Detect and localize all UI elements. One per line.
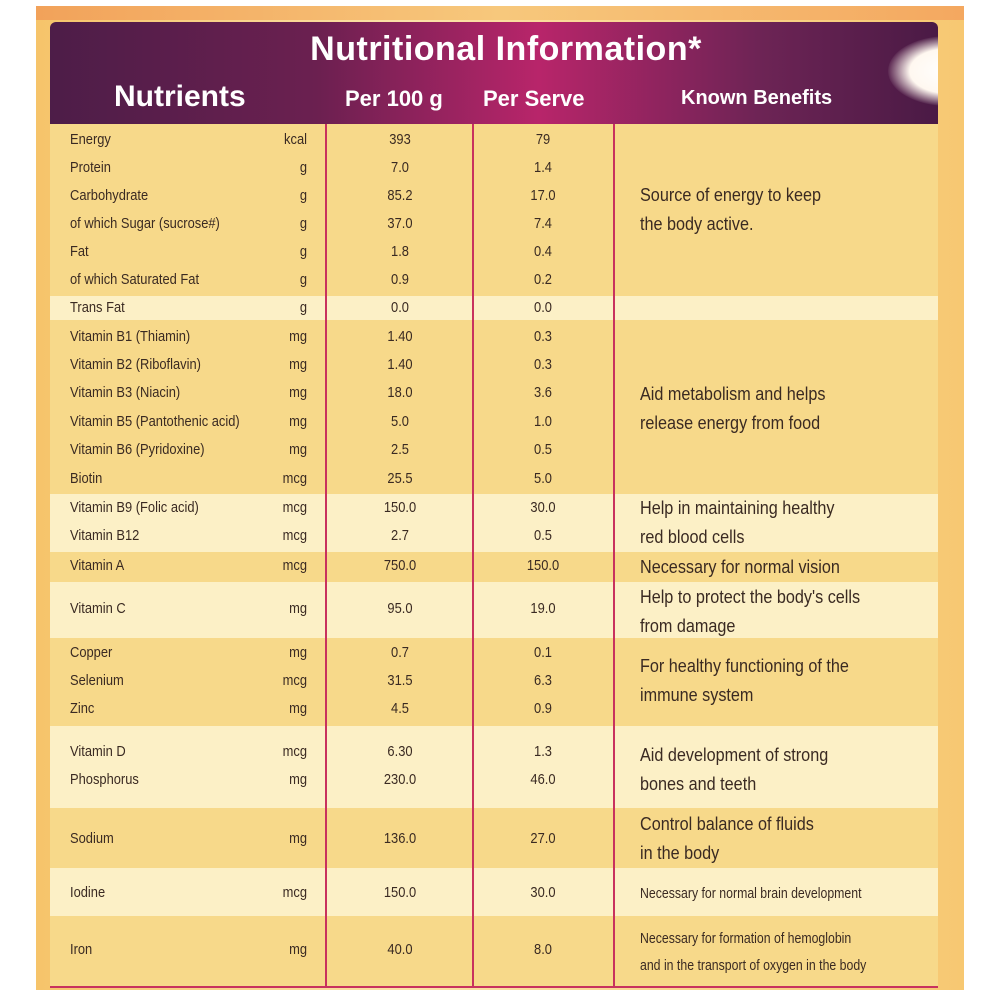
value-per-100g: 150.0 <box>383 499 417 516</box>
known-benefit-text: Help to protect the body's cells <box>640 587 861 607</box>
value-per-serve: 27.0 <box>530 830 556 847</box>
nutrient-unit: mg <box>289 384 307 401</box>
value-per-100g: 393 <box>389 131 411 148</box>
value-per-100g: 0.9 <box>391 271 409 288</box>
value-per-100g: 7.0 <box>391 159 409 176</box>
nutrient-name: Vitamin A <box>70 557 125 574</box>
value-per-serve: 3.6 <box>534 384 552 401</box>
known-benefit-text: red blood cells <box>640 527 745 547</box>
value-per-serve: 7.4 <box>534 215 552 232</box>
value-per-100g: 85.2 <box>387 187 413 204</box>
nutrient-unit: mg <box>289 644 307 661</box>
nutrient-name: Carbohydrate <box>70 187 149 204</box>
nutrient-unit: g <box>299 299 307 316</box>
value-per-100g: 2.7 <box>391 527 409 544</box>
value-per-serve: 0.2 <box>534 271 552 288</box>
value-per-100g: 2.5 <box>391 441 409 458</box>
value-per-serve: 30.0 <box>530 499 556 516</box>
nutrient-unit: mg <box>289 600 307 617</box>
value-per-100g: 750.0 <box>383 557 417 574</box>
value-per-100g: 31.5 <box>387 672 413 689</box>
value-per-100g: 18.0 <box>387 384 413 401</box>
nutrient-name: Iron <box>70 941 93 958</box>
known-benefit-text: immune system <box>640 685 754 705</box>
nutrient-unit: mcg <box>282 527 307 544</box>
known-benefit-text: from damage <box>640 616 736 636</box>
value-per-serve: 5.0 <box>534 470 552 487</box>
nutrient-name: Vitamin B3 (Niacin) <box>70 384 181 401</box>
column-divider <box>613 124 615 988</box>
value-per-serve: 17.0 <box>530 187 556 204</box>
value-per-serve: 0.1 <box>534 644 552 661</box>
value-per-100g: 0.7 <box>391 644 409 661</box>
nutrient-name: Fat <box>70 243 89 260</box>
known-benefit-text: in the body <box>640 843 720 863</box>
known-benefit-text: Aid metabolism and helps <box>640 384 826 404</box>
value-per-serve: 46.0 <box>530 771 556 788</box>
value-per-100g: 1.40 <box>387 328 413 345</box>
nutrient-name: Vitamin B9 (Folic acid) <box>70 499 199 516</box>
table-title: Nutritional Information* <box>310 30 702 68</box>
value-per-100g: 4.5 <box>391 700 409 717</box>
value-per-serve: 19.0 <box>530 600 556 617</box>
nutrient-name: Vitamin B5 (Pantothenic acid) <box>70 413 240 430</box>
nutrient-unit: g <box>299 243 307 260</box>
nutrient-unit: mcg <box>282 672 307 689</box>
known-benefit-text: Control balance of fluids <box>640 814 814 834</box>
known-benefit-text: Necessary for normal vision <box>640 557 840 577</box>
nutrient-name: Phosphorus <box>70 771 139 788</box>
value-per-100g: 1.8 <box>391 243 409 260</box>
known-benefit-text: and in the transport of oxygen in the body <box>640 957 867 974</box>
value-per-100g: 40.0 <box>387 941 413 958</box>
nutrient-name: Vitamin B2 (Riboflavin) <box>70 356 201 373</box>
nutrient-unit: mcg <box>282 499 307 516</box>
nutrient-unit: kcal <box>284 131 307 148</box>
nutrient-name: Trans Fat <box>70 299 125 316</box>
value-per-100g: 0.0 <box>391 299 409 316</box>
nutrient-name: Sodium <box>70 830 114 847</box>
value-per-serve: 30.0 <box>530 884 556 901</box>
value-per-serve: 0.4 <box>534 243 552 260</box>
nutrient-name: Iodine <box>70 884 106 901</box>
nutrient-name: of which Saturated Fat <box>70 271 200 288</box>
value-per-serve: 1.0 <box>534 413 552 430</box>
nutrient-name: Biotin <box>70 470 103 487</box>
nutrient-unit: g <box>299 215 307 232</box>
nutrient-unit: mg <box>289 941 307 958</box>
column-header-per-100g: Per 100 g <box>345 86 443 111</box>
value-per-serve: 0.5 <box>534 527 552 544</box>
nutrient-unit: mcg <box>282 743 307 760</box>
value-per-serve: 6.3 <box>534 672 552 689</box>
value-per-serve: 150.0 <box>526 557 560 574</box>
column-divider <box>325 124 327 988</box>
value-per-serve: 0.9 <box>534 700 552 717</box>
value-per-100g: 136.0 <box>383 830 417 847</box>
nutrient-name: Protein <box>70 159 111 176</box>
nutrient-name: Selenium <box>70 672 124 689</box>
nutrient-name: of which Sugar (sucrose#) <box>70 215 220 232</box>
value-per-serve: 0.0 <box>534 299 552 316</box>
known-benefit-text: release energy from food <box>640 413 821 433</box>
nutrient-name: Vitamin D <box>70 743 126 760</box>
known-benefit-text: Source of energy to keep <box>640 185 822 205</box>
value-per-serve: 0.3 <box>534 328 552 345</box>
value-per-100g: 25.5 <box>387 470 413 487</box>
nutrient-unit: mg <box>289 413 307 430</box>
known-benefit-text: Necessary for formation of hemoglobin <box>640 930 852 947</box>
known-benefit-text: For healthy functioning of the <box>640 656 849 676</box>
nutrient-unit: mg <box>289 356 307 373</box>
nutrient-unit: mg <box>289 700 307 717</box>
nutrient-unit: g <box>299 159 307 176</box>
known-benefit-text: Necessary for normal brain development <box>640 885 862 902</box>
known-benefit-text: Aid development of strong <box>640 745 829 765</box>
nutrient-unit: g <box>299 187 307 204</box>
known-benefit-text: the body active. <box>640 214 754 234</box>
value-per-serve: 0.3 <box>534 356 552 373</box>
nutrient-name: Zinc <box>70 700 95 717</box>
column-header-nutrients: Nutrients <box>114 80 246 113</box>
value-per-serve: 1.4 <box>534 159 552 176</box>
nutrient-unit: mcg <box>282 470 307 487</box>
nutrient-unit: mg <box>289 328 307 345</box>
column-divider <box>472 124 474 988</box>
nutrient-unit: mcg <box>282 557 307 574</box>
column-header-known-benefits: Known Benefits <box>681 87 833 109</box>
value-per-serve: 0.5 <box>534 441 552 458</box>
value-per-100g: 95.0 <box>387 600 413 617</box>
value-per-serve: 8.0 <box>534 941 552 958</box>
value-per-100g: 1.40 <box>387 356 413 373</box>
nutrient-name: Vitamin C <box>70 600 126 617</box>
nutrient-name: Energy <box>70 131 111 148</box>
panel-top-border <box>36 6 964 20</box>
value-per-serve: 1.3 <box>534 743 552 760</box>
table-bottom-rule <box>50 986 938 988</box>
nutrient-name: Vitamin B12 <box>70 527 140 544</box>
nutrient-unit: mcg <box>282 884 307 901</box>
nutrient-unit: mg <box>289 441 307 458</box>
value-per-100g: 37.0 <box>387 215 413 232</box>
nutrient-name: Copper <box>70 644 113 661</box>
value-per-serve: 79 <box>535 131 551 148</box>
nutrient-unit: mg <box>289 830 307 847</box>
value-per-100g: 150.0 <box>383 884 417 901</box>
known-benefit-text: bones and teeth <box>640 774 757 794</box>
row-band <box>50 296 938 320</box>
nutrient-name: Vitamin B6 (Pyridoxine) <box>70 441 205 458</box>
value-per-100g: 5.0 <box>391 413 409 430</box>
value-per-100g: 6.30 <box>387 743 413 760</box>
value-per-100g: 230.0 <box>383 771 417 788</box>
nutrient-name: Vitamin B1 (Thiamin) <box>70 328 191 345</box>
column-header-per-serve: Per Serve <box>483 86 585 111</box>
nutrient-unit: g <box>299 271 307 288</box>
known-benefit-text: Help in maintaining healthy <box>640 498 835 518</box>
nutrient-unit: mg <box>289 771 307 788</box>
